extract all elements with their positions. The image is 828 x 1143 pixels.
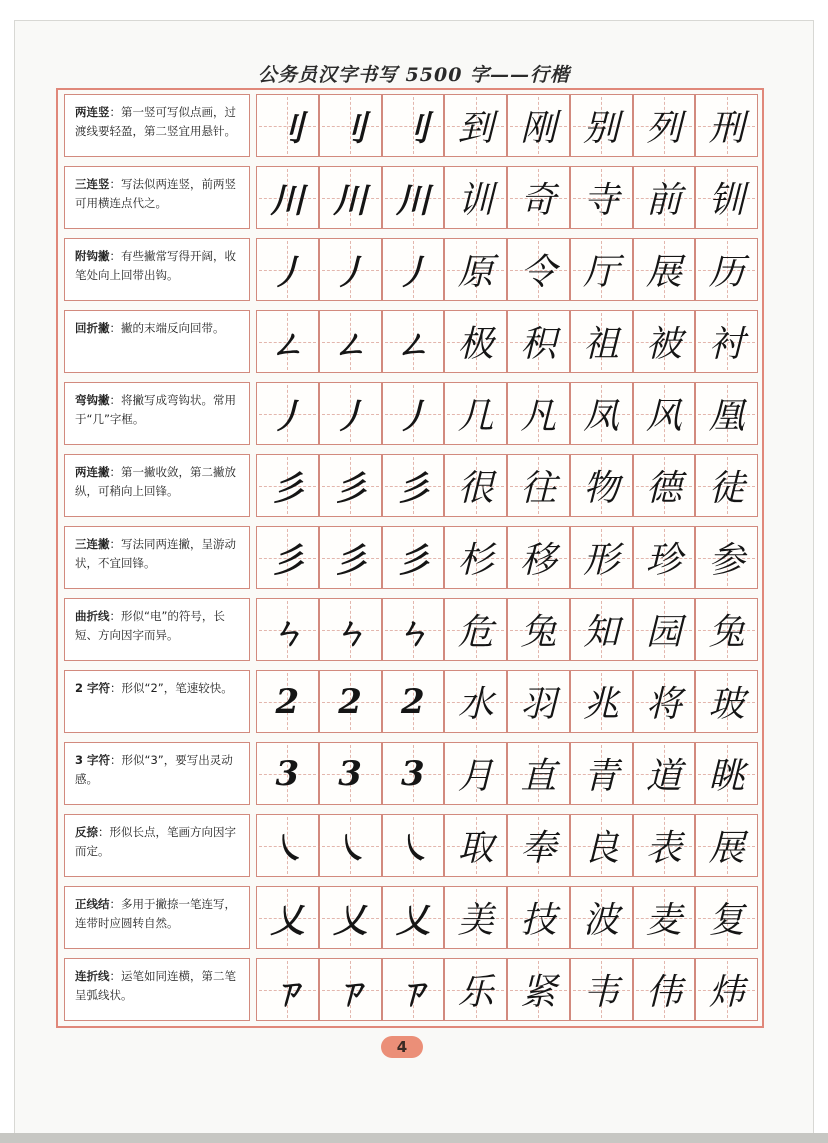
- character-cell: [507, 94, 570, 157]
- stroke-sample: ㇏: [395, 829, 430, 869]
- example-character: 凤: [583, 396, 620, 437]
- character-cell: [507, 958, 570, 1021]
- character-cell: [695, 454, 758, 517]
- stroke-sample-cell: [256, 814, 319, 877]
- example-character: 兆: [583, 684, 620, 725]
- stroke-sample: 2: [401, 681, 425, 722]
- stroke-explanation: ：撇的末端反向回带。: [109, 321, 225, 335]
- character-cell: [633, 742, 696, 805]
- stroke-explanation: ：第一撇收敛，第二撇放纵，可稍向上回锋。: [75, 465, 236, 498]
- practice-cells: [256, 526, 758, 589]
- stroke-sample: 3: [338, 753, 362, 794]
- example-character: 兔: [708, 612, 745, 653]
- stroke-description: [64, 238, 250, 301]
- stroke-explanation: ：将撇写成弯钩状。常用于“几”字框。: [75, 393, 236, 426]
- character-cell: [444, 454, 507, 517]
- stroke-sample: ㇏: [270, 829, 305, 869]
- example-character: 被: [645, 324, 682, 365]
- stroke-row: [58, 522, 762, 593]
- stroke-sample-cell: [319, 670, 382, 733]
- stroke-name: 2 字符: [75, 681, 111, 695]
- stroke-sample-cell: [256, 94, 319, 157]
- example-character: 风: [645, 396, 682, 437]
- example-character: 祖: [583, 324, 620, 365]
- character-cell: [507, 526, 570, 589]
- example-character: 刑: [708, 108, 745, 149]
- character-cell: [633, 958, 696, 1021]
- stroke-name: 三连撇: [75, 537, 110, 551]
- stroke-sample-cell: [382, 382, 445, 445]
- stroke-sample: 乂: [333, 901, 368, 941]
- example-character: 兔: [520, 612, 557, 653]
- character-cell: [507, 166, 570, 229]
- example-character: 往: [520, 468, 557, 509]
- character-cell: [570, 166, 633, 229]
- stroke-description: [64, 166, 250, 229]
- stroke-sample-cell: [382, 742, 445, 805]
- stroke-sample-cell: [382, 886, 445, 949]
- practice-cells: [256, 166, 758, 229]
- stroke-sample-cell: [319, 814, 382, 877]
- character-cell: [507, 598, 570, 661]
- character-cell: [633, 238, 696, 301]
- stroke-explanation: ：形似“3”，要写出灵动感。: [75, 753, 233, 786]
- example-character: 积: [520, 324, 557, 365]
- example-character: 美: [457, 900, 494, 941]
- stroke-row: [58, 90, 762, 161]
- character-cell: [507, 814, 570, 877]
- stroke-sample: 丿: [395, 397, 430, 437]
- stroke-sample-cell: [319, 454, 382, 517]
- stroke-description: [64, 310, 250, 373]
- stroke-sample-cell: [256, 166, 319, 229]
- stroke-sample: 2: [338, 681, 362, 722]
- example-character: 移: [520, 540, 557, 581]
- example-character: 知: [583, 612, 620, 653]
- stroke-name: 连折线: [75, 969, 110, 983]
- stroke-sample-cell: [256, 958, 319, 1021]
- stroke-sample-cell: [382, 310, 445, 373]
- stroke-sample: 乂: [395, 901, 430, 941]
- example-character: 韦: [583, 972, 620, 1013]
- example-character: 危: [457, 612, 494, 653]
- character-cell: [570, 742, 633, 805]
- stroke-sample: 3: [275, 753, 300, 794]
- stroke-sample: 3: [401, 753, 425, 794]
- character-cell: [695, 742, 758, 805]
- character-cell: [633, 886, 696, 949]
- character-cell: [570, 382, 633, 445]
- example-character: 展: [645, 252, 682, 293]
- example-character: 月: [457, 756, 494, 797]
- stroke-sample: ㄣ: [395, 613, 430, 653]
- practice-cells: [256, 670, 758, 733]
- stroke-sample: ㄣ: [333, 613, 368, 653]
- stroke-explanation: ：形似“2”，笔速较快。: [110, 681, 233, 695]
- page-number-badge: 4: [381, 1036, 423, 1058]
- character-cell: [444, 958, 507, 1021]
- character-cell: [570, 526, 633, 589]
- stroke-row: [58, 594, 762, 665]
- stroke-sample: 丿: [333, 397, 368, 437]
- example-character: 衬: [708, 324, 745, 365]
- stroke-sample: ㄥ: [333, 325, 368, 365]
- character-cell: [444, 310, 507, 373]
- character-cell: [507, 382, 570, 445]
- character-cell: [633, 382, 696, 445]
- stroke-sample-cell: [319, 166, 382, 229]
- stroke-sample-cell: [319, 94, 382, 157]
- practice-cells: [256, 454, 758, 517]
- character-cell: [570, 598, 633, 661]
- example-character: 将: [645, 684, 682, 725]
- stroke-sample: ㄥ: [270, 325, 305, 365]
- stroke-sample-cell: [319, 742, 382, 805]
- practice-cells: [256, 814, 758, 877]
- stroke-description: [64, 742, 250, 805]
- character-cell: [507, 238, 570, 301]
- stroke-row: [58, 306, 762, 377]
- example-character: 取: [457, 828, 494, 869]
- character-cell: [570, 670, 633, 733]
- stroke-row: [58, 954, 762, 1025]
- stroke-sample-cell: [382, 238, 445, 301]
- practice-cells: [256, 238, 758, 301]
- practice-cells: [256, 958, 758, 1021]
- character-cell: [633, 526, 696, 589]
- stroke-sample: 川: [333, 181, 368, 221]
- example-character: 钏: [708, 180, 745, 221]
- example-character: 乐: [457, 972, 494, 1013]
- character-cell: [444, 598, 507, 661]
- character-cell: [695, 670, 758, 733]
- stroke-sample: 丿: [395, 253, 430, 293]
- stroke-sample: 丿: [333, 253, 368, 293]
- example-character: 复: [708, 900, 745, 941]
- stroke-sample-cell: [256, 238, 319, 301]
- example-character: 珍: [645, 540, 682, 581]
- stroke-sample: 彡: [333, 469, 368, 509]
- stroke-sample-cell: [382, 958, 445, 1021]
- character-cell: [444, 886, 507, 949]
- practice-grid: [56, 88, 764, 1028]
- stroke-explanation: ：多用于撇捺一笔连写，连带时应圆转自然。: [75, 897, 236, 930]
- stroke-sample-cell: [319, 310, 382, 373]
- example-character: 紧: [520, 972, 557, 1013]
- character-cell: [507, 454, 570, 517]
- character-cell: [695, 382, 758, 445]
- stroke-name: 两连竖: [75, 105, 110, 119]
- stroke-name: 附钩撇: [75, 249, 110, 263]
- stroke-name: 反捺: [75, 825, 98, 839]
- character-cell: [633, 94, 696, 157]
- character-cell: [444, 526, 507, 589]
- example-character: 水: [457, 684, 494, 725]
- stroke-explanation: ：形似长点，笔画方向因字而定。: [75, 825, 236, 858]
- stroke-sample-cell: [382, 454, 445, 517]
- example-character: 徒: [708, 468, 745, 509]
- example-character: 道: [645, 756, 682, 797]
- example-character: 物: [583, 468, 620, 509]
- stroke-explanation: ：运笔如同连横，第二笔呈弧线状。: [75, 969, 236, 1002]
- stroke-sample: 川: [270, 181, 305, 221]
- character-cell: [695, 886, 758, 949]
- character-cell: [444, 238, 507, 301]
- character-cell: [695, 166, 758, 229]
- example-character: 直: [520, 756, 557, 797]
- example-character: 德: [645, 468, 682, 509]
- stroke-sample: 彡: [333, 541, 368, 581]
- stroke-sample-cell: [382, 814, 445, 877]
- stroke-sample: 川: [395, 181, 430, 221]
- stroke-sample-cell: [319, 958, 382, 1021]
- stroke-name: 三连竖: [75, 177, 110, 191]
- example-character: 凰: [708, 396, 745, 437]
- stroke-sample: 彡: [395, 469, 430, 509]
- character-cell: [695, 526, 758, 589]
- example-character: 很: [457, 468, 494, 509]
- stroke-sample: ㇏: [333, 829, 368, 869]
- stroke-explanation: ：形似“电”的符号，长短、方向因字而异。: [75, 609, 225, 642]
- stroke-sample-cell: [319, 886, 382, 949]
- stroke-name: 两连撇: [75, 465, 110, 479]
- stroke-sample-cell: [256, 670, 319, 733]
- stroke-sample-cell: [256, 598, 319, 661]
- character-cell: [507, 670, 570, 733]
- example-character: 参: [708, 540, 745, 581]
- stroke-description: [64, 526, 250, 589]
- stroke-sample-cell: [256, 310, 319, 373]
- stroke-description: [64, 670, 250, 733]
- stroke-name: 3 字符: [75, 753, 111, 767]
- example-character: 奇: [520, 180, 557, 221]
- stroke-sample-cell: [319, 382, 382, 445]
- character-cell: [444, 742, 507, 805]
- character-cell: [633, 454, 696, 517]
- character-cell: [633, 598, 696, 661]
- example-character: 到: [457, 108, 494, 149]
- stroke-sample: ㄗ: [270, 973, 305, 1013]
- stroke-row: [58, 882, 762, 953]
- stroke-sample-cell: [382, 94, 445, 157]
- character-cell: [444, 670, 507, 733]
- character-cell: [570, 94, 633, 157]
- stroke-sample-cell: [382, 166, 445, 229]
- example-character: 极: [457, 324, 494, 365]
- example-character: 列: [645, 108, 682, 149]
- stroke-sample-cell: [256, 742, 319, 805]
- example-character: 技: [520, 900, 557, 941]
- character-cell: [570, 958, 633, 1021]
- example-character: 麦: [645, 900, 682, 941]
- example-character: 别: [583, 108, 620, 149]
- stroke-explanation: ：写法同两连撇，呈游动状，不宜回锋。: [75, 537, 236, 570]
- stroke-sample: 丿: [270, 253, 305, 293]
- character-cell: [570, 310, 633, 373]
- example-character: 伟: [645, 972, 682, 1013]
- example-character: 厅: [583, 252, 620, 293]
- stroke-sample-cell: [256, 526, 319, 589]
- example-character: 展: [708, 828, 745, 869]
- stroke-description: [64, 814, 250, 877]
- character-cell: [695, 238, 758, 301]
- example-character: 炜: [708, 972, 745, 1013]
- character-cell: [570, 238, 633, 301]
- stroke-row: [58, 666, 762, 737]
- stroke-sample: ㄗ: [395, 973, 430, 1013]
- stroke-description: [64, 598, 250, 661]
- example-character: 原: [457, 252, 494, 293]
- example-character: 令: [520, 252, 557, 293]
- practice-cells: [256, 886, 758, 949]
- example-character: 杉: [457, 540, 494, 581]
- character-cell: [570, 886, 633, 949]
- example-character: 波: [583, 900, 620, 941]
- stroke-sample-cell: [319, 598, 382, 661]
- example-character: 形: [583, 540, 620, 581]
- stroke-description: [64, 958, 250, 1021]
- stroke-description: [64, 382, 250, 445]
- practice-cells: [256, 382, 758, 445]
- stroke-name: 弯钩撇: [75, 393, 110, 407]
- stroke-row: [58, 738, 762, 809]
- example-character: 良: [583, 828, 620, 869]
- character-cell: [633, 670, 696, 733]
- character-cell: [444, 382, 507, 445]
- stroke-sample: 乂: [270, 901, 305, 941]
- character-cell: [633, 166, 696, 229]
- character-cell: [570, 454, 633, 517]
- page-title: 公务员汉字书写 5500 字——行楷: [257, 64, 571, 86]
- stroke-sample: ㄥ: [395, 325, 430, 365]
- stroke-row: [58, 234, 762, 305]
- example-character: 训: [457, 180, 494, 221]
- stroke-row: [58, 450, 762, 521]
- stroke-sample-cell: [319, 238, 382, 301]
- stroke-sample-cell: [382, 670, 445, 733]
- stroke-explanation: ：有些撇常写得开阔，收笔处向上回带出钩。: [75, 249, 236, 282]
- stroke-sample-cell: [256, 382, 319, 445]
- stroke-sample: 彡: [395, 541, 430, 581]
- stroke-sample: 刂: [333, 109, 368, 149]
- character-cell: [695, 310, 758, 373]
- stroke-sample-cell: [382, 526, 445, 589]
- character-cell: [444, 166, 507, 229]
- example-character: 羽: [520, 684, 557, 725]
- stroke-sample-cell: [256, 454, 319, 517]
- stroke-sample: 彡: [270, 469, 305, 509]
- example-character: 凡: [520, 396, 557, 437]
- character-cell: [507, 310, 570, 373]
- stroke-explanation: ：第一竖可写似点画，过渡线要轻盈，第二竖宜用悬针。: [75, 105, 236, 138]
- practice-cells: [256, 742, 758, 805]
- example-character: 表: [645, 828, 682, 869]
- stroke-name: 曲折线: [75, 609, 110, 623]
- stroke-sample-cell: [382, 598, 445, 661]
- character-cell: [633, 310, 696, 373]
- stroke-sample: ㄣ: [270, 613, 305, 653]
- stroke-sample: 2: [275, 681, 300, 722]
- example-character: 几: [457, 396, 494, 437]
- example-character: 寺: [583, 180, 620, 221]
- stroke-sample: 丿: [270, 397, 305, 437]
- practice-cells: [256, 310, 758, 373]
- character-cell: [695, 94, 758, 157]
- example-character: 刚: [520, 108, 557, 149]
- stroke-sample-cell: [319, 526, 382, 589]
- stroke-row: [58, 162, 762, 233]
- example-character: 眺: [708, 756, 745, 797]
- stroke-sample: ㄗ: [333, 973, 368, 1013]
- stroke-description: [64, 886, 250, 949]
- example-character: 历: [708, 252, 745, 293]
- stroke-sample: 彡: [270, 541, 305, 581]
- stroke-row: [58, 378, 762, 449]
- stroke-name: 回折撇: [75, 321, 110, 335]
- character-cell: [444, 94, 507, 157]
- stroke-description: [64, 454, 250, 517]
- character-cell: [570, 814, 633, 877]
- stroke-explanation: ：写法似两连竖，前两竖可用横连点代之。: [75, 177, 236, 210]
- stroke-row: [58, 810, 762, 881]
- character-cell: [695, 958, 758, 1021]
- example-character: 园: [645, 612, 682, 653]
- practice-cells: [256, 94, 758, 157]
- example-character: 玻: [708, 684, 745, 725]
- character-cell: [507, 742, 570, 805]
- page-edge: [0, 1133, 828, 1143]
- stroke-sample: 刂: [395, 109, 430, 149]
- stroke-description: [64, 94, 250, 157]
- practice-cells: [256, 598, 758, 661]
- example-character: 奉: [520, 828, 557, 869]
- example-character: 青: [583, 756, 620, 797]
- character-cell: [633, 814, 696, 877]
- character-cell: [695, 814, 758, 877]
- stroke-sample-cell: [256, 886, 319, 949]
- stroke-sample: 刂: [270, 109, 305, 149]
- character-cell: [444, 814, 507, 877]
- character-cell: [695, 598, 758, 661]
- character-cell: [507, 886, 570, 949]
- example-character: 前: [645, 180, 682, 221]
- stroke-name: 正线结: [75, 897, 110, 911]
